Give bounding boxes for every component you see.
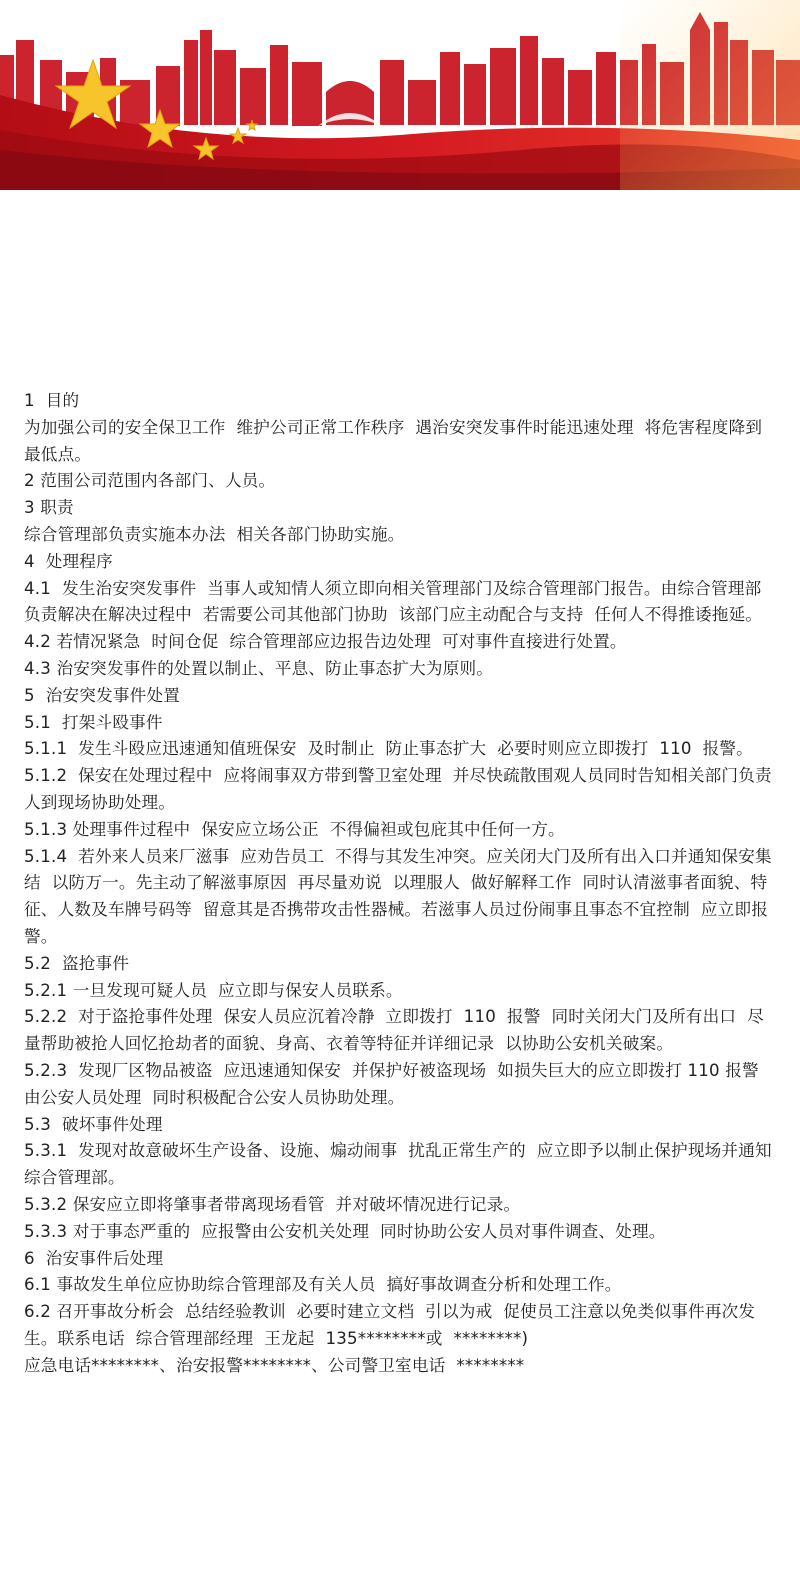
document-body (24, 388, 776, 1379)
paragraph: 6.1 事故发生单位应协助综合管理部及有关人员 搞好事故调查分析和处理工作。 (24, 1275, 622, 1295)
skyline-icon (0, 0, 800, 190)
paragraph: 4.3 治安突发事件的处置以制止、平息、防止事态扩大为原则。 (24, 658, 494, 678)
paragraph: 应急电话********、治安报警********、公司警卫室电话 ******** (24, 1355, 525, 1375)
paragraph: 5.2.1 一旦发现可疑人员 应立即与保安人员联系。 (24, 980, 403, 1000)
paragraph: 5.1.2 保安在处理过程中 应将闹事双方带到警卫室处理 并尽快疏散围观人员同时告知相关部门负责人到现场协助处理。 (24, 766, 772, 812)
paragraph: 5.1.1 发生斗殴应迅速通知值班保安 及时制止 防止事态扩大 必要时则应立即拨打 110 报警。 (24, 739, 753, 759)
paragraph: 5.3 破坏事件处理 (24, 1114, 163, 1134)
paragraph: 5.1.3 处理事件过程中 保安应立场公正 不得偏袒或包庇其中任何一方。 (24, 819, 565, 839)
paragraph: 5.3.2 保安应立即将肇事者带离现场看管 并对破坏情况进行记录。 (24, 1194, 521, 1214)
paragraph: 4.1 发生治安突发事件 当事人或知情人须立即向相关管理部门及综合管理部门报告。由综合管理部负责解决在解决过程中 若需要公司其他部门协助 该部门应主动配合与支持 任何人不得推诿拖延。 (24, 578, 763, 625)
paragraph: 5.1 打架斗殴事件 (24, 712, 163, 732)
paragraph: 4 处理程序 (24, 551, 113, 571)
paragraph: 5 治安突发事件处置 (24, 685, 181, 705)
paragraph: 5.2.2 对于盗抢事件处理 保安人员应沉着冷静 立即拨打 110 报警 同时关闭大门及所有出口 尽量帮助被抢人回忆抢劫者的面貌、身高、衣着等特征并详细记录 以协助公安机关破案。 (24, 1007, 764, 1054)
paragraph: 6 治安事件后处理 (24, 1248, 164, 1268)
paragraph: 2 范围公司范围内各部门、人员。 (24, 471, 276, 491)
paragraph: 1 目的 (24, 391, 80, 410)
paragraph: 6.2 召开事故分析会 总结经验教训 必要时建立文档 引以为戒 促使员工注意以免类似事件再次发生。联系电话 综合管理部经理 王龙起 135********或 ********) (24, 1302, 756, 1348)
paragraph: 4.2 若情况紧急 时间仓促 综合管理部应边报告边处理 可对事件直接进行处置。 (24, 632, 627, 652)
paragraph: 3 职责 (24, 498, 74, 518)
paragraph: 5.2.3 发现厂区物品被盗 应迅速通知保安 并保护好被盗现场 如损失巨大的应立即拨打 110 报警 由公安人员处理 同时积极配合公安人员协助处理。 (24, 1060, 770, 1107)
paragraph: 5.1.4 若外来人员来厂滋事 应劝告员工 不得与其发生冲突。应关闭大门及所有出入口并通知保安集结 以防万一。先主动了解滋事原因 再尽量劝说 以理服人 做好解释工作 同时认清滋事者面貌、特征、人数及车牌号码等 留意其是否携带攻击性器械。若滋事人员过份闹事且事态不宜控制 应立即报警。 (24, 846, 772, 946)
paragraph: 5.3.3 对于事态严重的 应报警由公安机关处理 同时协助公安人员对事件调查、处理。 (24, 1221, 666, 1241)
header-banner (0, 0, 800, 190)
paragraph: 为加强公司的安全保卫工作 维护公司正常工作秩序 遇治安突发事件时能迅速处理 将危害程度降到最低点。 (24, 417, 763, 464)
paragraph: 5.2 盗抢事件 (24, 953, 130, 973)
paragraph: 综合管理部负责实施本办法 相关各部门协助实施。 (24, 524, 405, 544)
paragraph: 5.3.1 发现对故意破坏生产设备、设施、煽动闹事 扰乱正常生产的 应立即予以制止保护现场并通知综合管理部。 (24, 1141, 772, 1188)
